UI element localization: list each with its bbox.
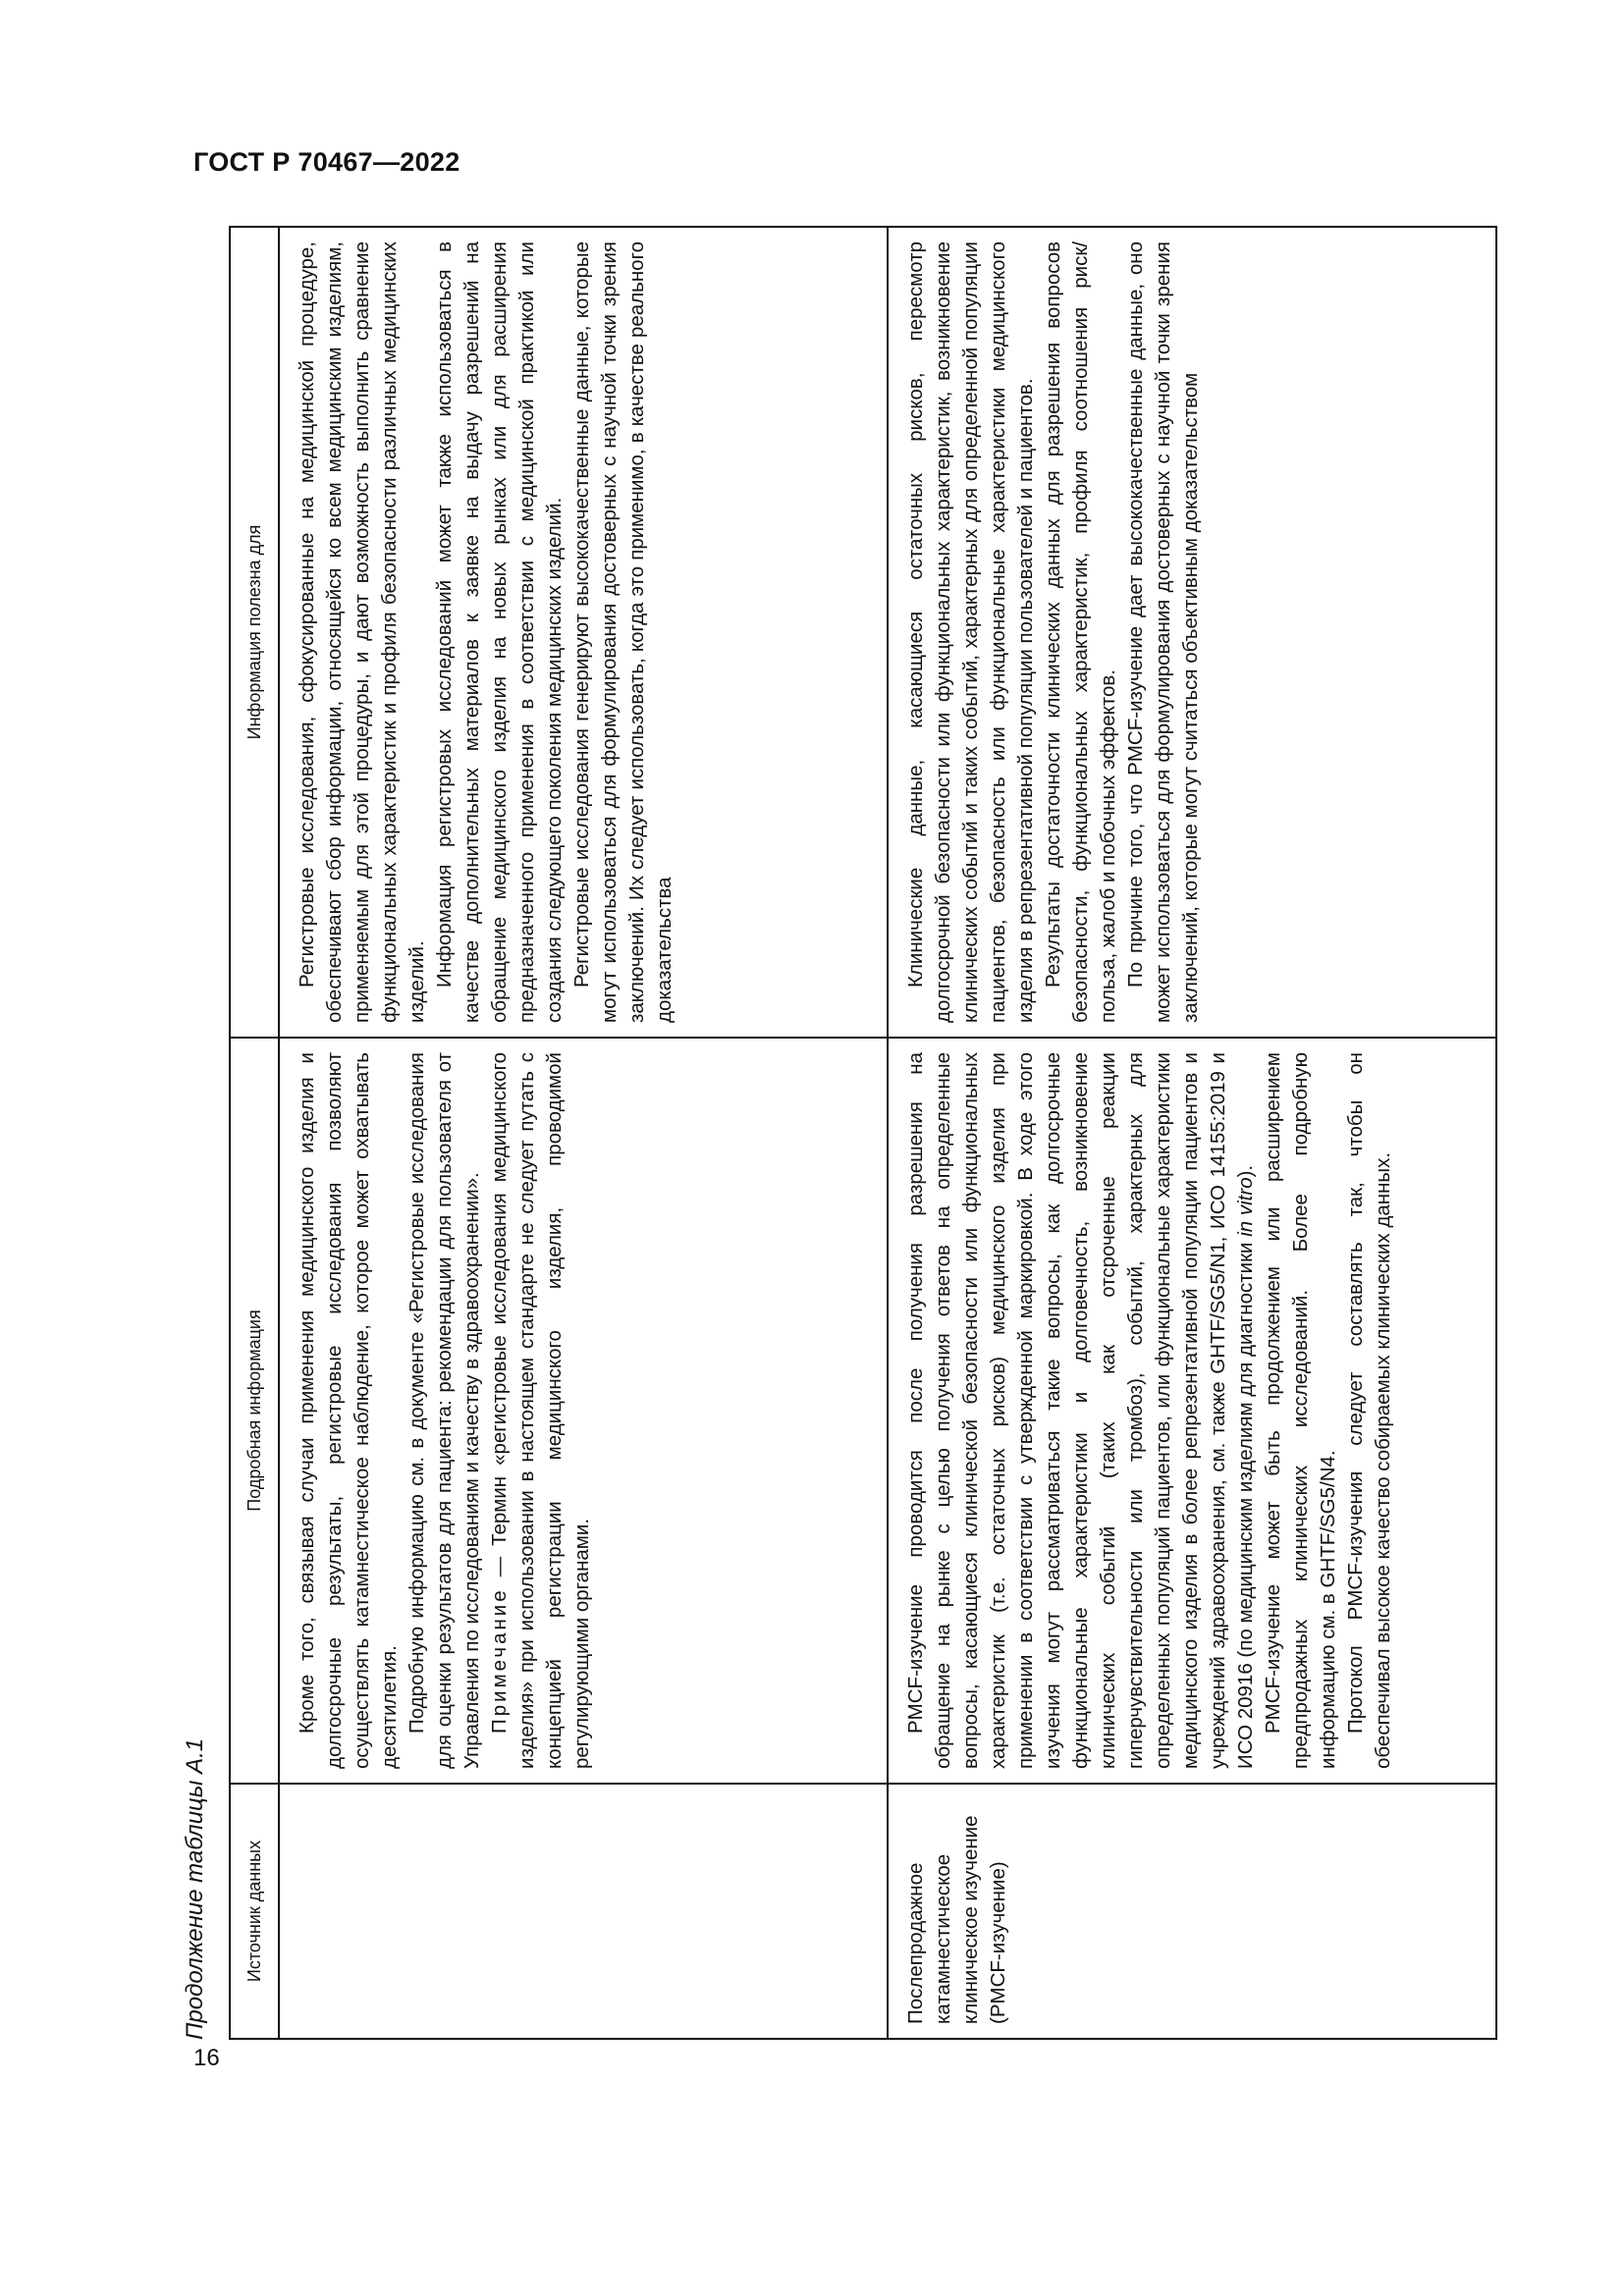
rotated-table-block <box>182 228 1497 2040</box>
paragraph: Кроме того, связывая случаи применения медицинского изделия и долгосрочные результаты, регистровые исследования позволяют осуществлять катамнестическое наблюдение, которое может охватывать десятилетия. <box>296 1052 401 1769</box>
paragraph-text-end: ). <box>1234 1164 1257 1178</box>
paragraph: Протокол PMCF-изучения следует составлять так, чтобы он обеспечивал высокое качество собираемых клинических данных. <box>1344 1052 1394 1769</box>
standard-header: ГОСТ Р 70467—2022 <box>193 147 460 177</box>
paragraph: Регистровые исследования, сфокусированные на медицинской процедуре, обеспечивают сбор информации, относящейся ко всем медицинским изделиям, применяемым для этой процедуры, и дают возможность выполнить сравнение функциональных характеристик и профиля безопасности различных медицинских изделий. <box>296 241 428 1023</box>
italic-text: in vitro <box>1234 1177 1257 1237</box>
paragraph: Результаты достаточности клинических данных для разрешения вопросов безопасности, функциональных характеристик, профиля соотношения риск/польза, жалоб и побочных эффектов. <box>1042 241 1119 1023</box>
cell-source <box>279 1784 888 2039</box>
note-paragraph <box>486 1052 596 1769</box>
paragraph <box>902 1052 1260 1769</box>
column-header-useful: Информация полезна для <box>230 227 279 1038</box>
paragraph: Подробную информацию см. в документе «Регистровые исследования для оценки результатов для пациента: рекомендации для пользователя от Управления по исследованиям и качеству в здравоохранении». <box>406 1052 483 1769</box>
paragraph-text: PMCF-изучение проводится после получения разрешения на обращение на рынке с целью получения ответов на определенные вопросы, касающиеся клинической безопасности или функциональных характеристик (т.е. остаточных рисков) медицинского изделия при применении в соответствии с утвержденной маркировкой. В ходе этого изучения могут рассматриваться такие вопросы, как долгосрочные функциональные характеристики и долговечность, возникновение клинических событий (таких как отсроченные реакции гиперчувствительности или тромбоз), событий, характерных для определенных популяций пациентов, или функциональные характеристики медицинского изделия в более репрезентативной популяции пациентов и учреждений здравоохранения, см. также GHTF/SG5/N1, ИСО 14155:2019 и ИСО 20916 (по медицинским изделиям для диагностики <box>904 1052 1257 1769</box>
cell-detail <box>279 1038 888 1784</box>
paragraph: Регистровые исследования генерируют высококачественные данные, которые могут использоваться для формулирования достоверных с научной точки зрения заключений. Их следует использовать, когда это применимо, в качестве реального доказательства <box>570 241 676 1023</box>
column-header-detail: Подробная информация <box>230 1038 279 1784</box>
table-caption: Продолжение таблицы А.1 <box>182 1737 208 2040</box>
cell-source: Послепродажное катамнестическое клиническое изучение (PMCF-изучение) <box>888 1784 1496 2039</box>
note-text: — Термин «регистровые исследования медицинского изделия» при использовании в настоящем стандарте не следует путать с концепцией регистрации медицинского изделия, проводимой регулирующими органами. <box>488 1052 593 1769</box>
page-number: 16 <box>193 2045 220 2071</box>
cell-detail <box>888 1038 1496 1784</box>
table-header-row <box>230 227 279 2039</box>
data-table <box>229 226 1497 2040</box>
paragraph: Клинические данные, касающиеся остаточных рисков, пересмотр долгосрочной безопасности или функциональных характеристик, возникновение клинических событий и таких событий, характерных для определенной популяции пациентов, безопасность или функциональные характеристики медицинского изделия в репрезентативной популяции пользователей и пациентов. <box>904 241 1037 1023</box>
paragraph: PMCF-изучение может быть продолжением или расширением предпродажных клинических исследований. Более подробную информацию см. в GHTF/SG5/N4. <box>1262 1052 1339 1769</box>
table-row <box>279 227 888 2039</box>
column-header-source: Источник данных <box>230 1784 279 2039</box>
cell-useful <box>279 227 888 1038</box>
paragraph: По причине того, что PMCF-изучение дает высококачественные данные, оно может использоваться для формулирования достоверных с научной точки зрения заключений, которые могут считаться объективным доказательством <box>1124 241 1202 1023</box>
paragraph: Информация регистровых исследований может также использоваться в качестве дополнительных материалов к заявке на выдачу разрешений на обращение медицинского изделия на новых рынках или для расширения предназначенного применения в соответствии с медицинской практикой или создания следующего поколения медицинских изделий. <box>433 241 566 1023</box>
table-row <box>888 227 1496 2039</box>
note-label: Примечание <box>488 1587 511 1734</box>
cell-useful <box>888 227 1496 1038</box>
